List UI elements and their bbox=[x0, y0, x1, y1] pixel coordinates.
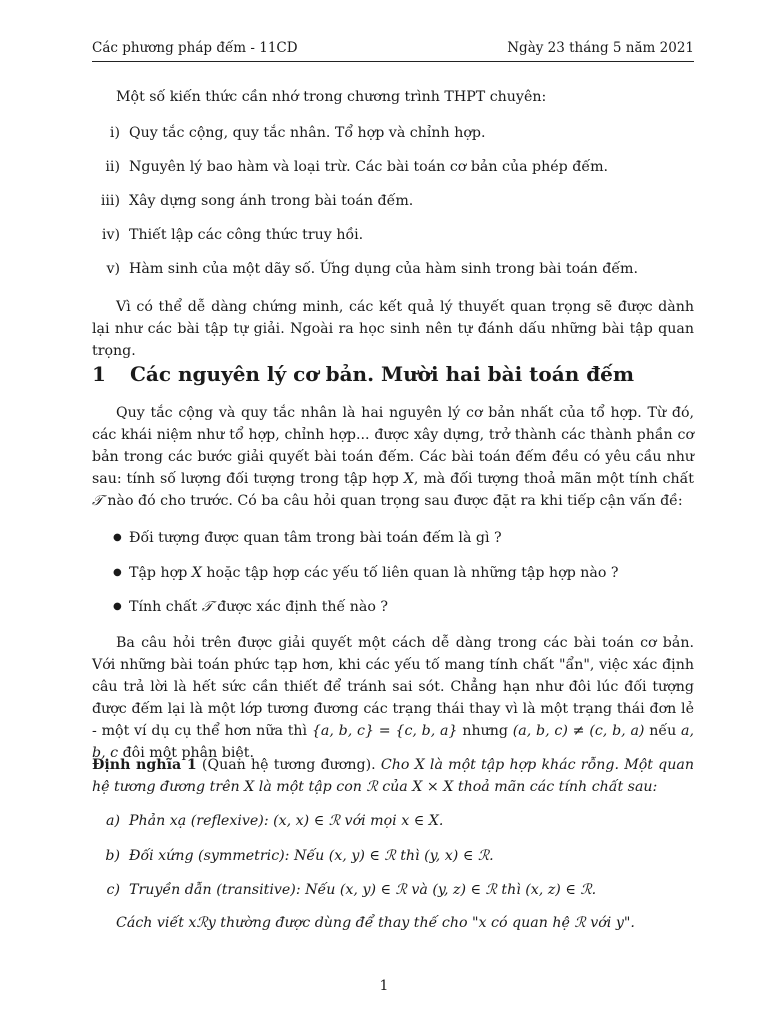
question-part: Đối tượng được quan tâm trong bài toán đếm là gì ? bbox=[129, 530, 502, 546]
property-text: Truyền dẫn (transitive): Nếu (x, y) ∈ ℛ và (y, z) ∈ ℛ thì (x, z) ∈ ℛ. bbox=[129, 882, 597, 898]
math-set-x: X bbox=[403, 471, 414, 487]
bullet-icon: ● bbox=[113, 567, 122, 578]
definition-text: là một tập hợp khác rỗng. Một quan hệ tương đương trên bbox=[92, 757, 694, 795]
definition-label: Định nghĩa 1 bbox=[92, 757, 197, 773]
list-item-text: Xây dựng song ánh trong bài toán đếm. bbox=[129, 193, 414, 209]
section-number: 1 bbox=[92, 362, 106, 386]
math-set-x: X bbox=[414, 757, 425, 773]
list-item-number: a) bbox=[106, 813, 120, 829]
list-item-number: iii) bbox=[100, 193, 120, 209]
header-rule bbox=[92, 61, 694, 62]
bullet-icon: ● bbox=[113, 532, 122, 543]
paragraph-text: nào đó cho trước. Có ba câu hỏi quan trọng sau được đặt ra khi tiếp cận vấn đề: bbox=[102, 493, 683, 509]
definition-note bbox=[92, 912, 694, 934]
list-item-number: c) bbox=[106, 882, 120, 898]
math-expression: a, b, c bbox=[92, 723, 694, 761]
math-relation-r: ℛ bbox=[366, 779, 378, 795]
math-expression: {a, b, c} = {c, b, a} bbox=[311, 723, 458, 739]
paragraph-text: nhưng bbox=[457, 723, 513, 739]
question-part: Tập hợp bbox=[129, 565, 192, 581]
question-text bbox=[129, 527, 502, 549]
paragraph-text: Ba câu hỏi trên được giải quyết một cách dễ dàng trong các bài toán cơ bản. Với những bài toán phức tạp hơn, khi các yếu tố mang tính chất "ẩn", việc xác định câu trả lời là hết sức cần thiết để tránh sai sót. Chẳng hạn như đôi lúc đối tượng được đếm lại là một lớp tương đương các trạng thái thay vì là một trạng thái đơn lẻ - một ví dụ cụ thể hơn nữa thì bbox=[92, 635, 694, 739]
intro-note-paragraph bbox=[92, 296, 694, 362]
intro-note-text: Vì có thể dễ dàng chứng minh, các kết quả lý thuyết quan trọng sẽ được dành lại như các bài tập tự giải. Ngoài ra học sinh nên tự đánh dấu những bài tập quan trọng. bbox=[92, 299, 694, 359]
math-property-t: 𝒯 bbox=[201, 599, 213, 615]
question-part: Tính chất bbox=[129, 599, 202, 615]
property-text: Đối xứng (symmetric): Nếu (x, y) ∈ ℛ thì (y, x) ∈ ℛ. bbox=[129, 848, 494, 864]
header-title: Các phương pháp đếm - 11CD bbox=[92, 40, 298, 56]
page-number: 1 bbox=[379, 978, 389, 994]
math-set-x: X bbox=[244, 779, 255, 795]
section-paragraph-2 bbox=[92, 632, 694, 764]
list-item-text: Nguyên lý bao hàm và loại trừ. Các bài toán cơ bản của phép đếm. bbox=[129, 159, 609, 175]
math-expression: X × X bbox=[412, 779, 454, 795]
question-text bbox=[129, 562, 619, 584]
intro-text: Một số kiến thức cần nhớ trong chương trình THPT chuyên: bbox=[116, 89, 547, 105]
list-item-text: Hàm sinh của một dãy số. Ứng dụng của hàm sinh trong bài toán đếm. bbox=[129, 261, 639, 277]
note-text: Cách viết xℛy thường được dùng để thay thế cho "x có quan hệ ℛ với y". bbox=[116, 915, 635, 931]
math-expression: (a, b, c) ≠ (c, b, a) bbox=[512, 723, 645, 739]
intro-paragraph bbox=[92, 86, 694, 108]
definition-text: là một tập con bbox=[254, 779, 367, 795]
running-header bbox=[92, 40, 694, 56]
section-title: Các nguyên lý cơ bản. Mười hai bài toán đếm bbox=[130, 362, 635, 386]
list-item-number: i) bbox=[109, 125, 120, 141]
section-heading bbox=[92, 362, 634, 386]
math-property-t: 𝒯 bbox=[92, 493, 103, 509]
list-item-number: iv) bbox=[101, 227, 120, 243]
bullet-icon: ● bbox=[113, 601, 122, 612]
section-paragraph-1 bbox=[92, 402, 694, 512]
property-text: Phản xạ (reflexive): (x, x) ∈ ℛ với mọi x ∈ X. bbox=[129, 813, 444, 829]
definition-name: (Quan hệ tương đương). bbox=[201, 757, 376, 773]
paragraph-text: đôi một phân biệt. bbox=[118, 745, 255, 761]
list-item-number: ii) bbox=[105, 159, 120, 175]
question-part: được xác định thế nào ? bbox=[212, 599, 389, 615]
header-date: Ngày 23 tháng 5 năm 2021 bbox=[507, 40, 694, 56]
definition-block bbox=[92, 754, 694, 798]
definition-text: thoả mãn các tính chất sau: bbox=[453, 779, 658, 795]
list-item-text: Quy tắc cộng, quy tắc nhân. Tổ hợp và chỉnh hợp. bbox=[129, 125, 486, 141]
list-item-text: Thiết lập các công thức truy hồi. bbox=[129, 227, 364, 243]
definition-text: Cho bbox=[375, 757, 415, 773]
paragraph-text: nếu bbox=[644, 723, 682, 739]
list-item-number: v) bbox=[106, 261, 120, 277]
definition-text: của bbox=[377, 779, 413, 795]
paragraph-text: , mà đối tượng thoả mãn một tính chất bbox=[413, 471, 694, 487]
question-part: hoặc tập hợp các yếu tố liên quan là những tập hợp nào ? bbox=[201, 565, 619, 581]
question-text bbox=[129, 596, 388, 618]
paragraph-text: Quy tắc cộng và quy tắc nhân là hai nguyên lý cơ bản nhất của tổ hợp. Từ đó, các khái niệm như tổ hợp, chỉnh hợp... được xây dựng, trở thành các thành phần cơ bản trong các bước giải quyết bài toán đếm. Các bài toán đếm đều có yêu cầu như sau: tính số lượng đối tượng trong tập hợp bbox=[92, 405, 694, 487]
list-item-number: b) bbox=[105, 848, 120, 864]
math-set-x: X bbox=[191, 565, 202, 581]
